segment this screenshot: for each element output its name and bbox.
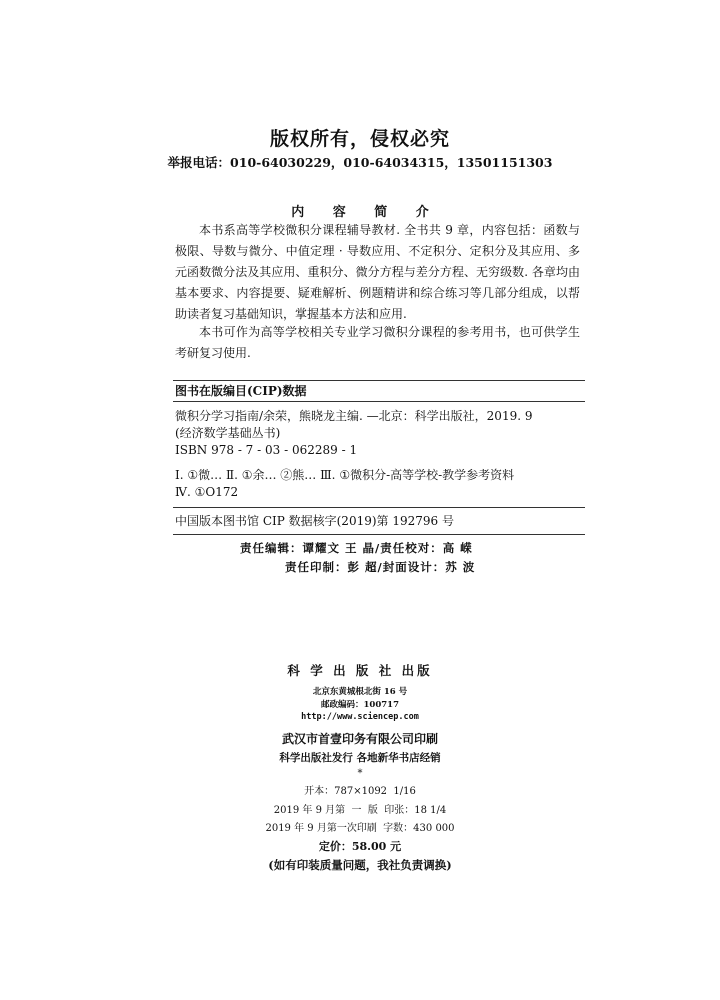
- cip-classification-line-1: Ⅰ. ①微… Ⅱ. ①余… ②熊… Ⅲ. ①微积分-高等学校-教学参考资料: [175, 468, 515, 482]
- editor-credits: 责任编辑：谭耀文 王 晶/责任校对：高 嵘: [240, 541, 473, 555]
- printing-line: 2019 年 9 月第一次印刷 字数：430 000: [265, 823, 455, 834]
- printer-line: 武汉市首壹印务有限公司印刷: [281, 732, 438, 746]
- cip-title-line: 微积分学习指南/余荣，熊晓龙主编. —北京：科学出版社，2019. 9: [175, 409, 533, 423]
- cip-heading: 图书在版编目(CIP)数据: [175, 384, 307, 398]
- copyright-notice: 版权所有，侵权必究: [269, 128, 450, 150]
- cip-check-number: 中国版本图书馆 CIP 数据核字(2019)第 192796 号: [175, 514, 454, 528]
- cip-isbn-line: ISBN 978 - 7 - 03 - 062289 - 1: [175, 443, 358, 457]
- publisher-url: http://www.sciencep.com: [301, 712, 419, 722]
- cip-series-line: (经济数学基础丛书): [175, 426, 281, 440]
- publisher-name: 科 学 出 版 社 出版: [287, 663, 433, 678]
- separator-star: *: [357, 768, 363, 779]
- distributor-line: 科学出版社发行 各地新华书店经销: [279, 752, 441, 764]
- summary-paragraph-1: 本书系高等学校微积分课程辅导教材. 全书共 9 章，内容包括：函数与极限、导数与微分、中值定理 · 导数应用、不定积分、定积分及其应用、多元函数微分法及其应用、重积分、微分方程与差分方程、无穷级数. 各章均由基本要求、内容提要、疑难解析、例题精讲和综合练习等几部分组成，以帮助读者复习基础知识，掌握基本方法和应用.: [175, 223, 580, 321]
- report-phone-line: 举报电话：010-64030229，010-64034315，13501151303: [167, 155, 553, 170]
- format-spec-line: 开本：787×1092 1/16: [304, 786, 416, 797]
- print-credits: 责任印制：彭 超/封面设计：苏 波: [285, 560, 476, 574]
- cip-bottom-rule: [173, 534, 585, 535]
- cip-classification-line-2: Ⅳ. ①O172: [175, 485, 239, 499]
- quality-note: (如有印装质量问题，我社负责调换): [268, 858, 452, 872]
- publisher-address: 北京东黄城根北街 16 号: [312, 687, 408, 697]
- summary-title: 内 容 简 介: [291, 205, 441, 220]
- price-line: 定价：58.00 元: [318, 840, 402, 853]
- cip-data-block: [173, 380, 585, 535]
- publisher-zip: 邮政编码：100717: [321, 700, 399, 710]
- summary-paragraph-2: 本书可作为高等学校相关专业学习微积分课程的参考用书，也可供学生考研复习使用.: [175, 325, 580, 360]
- edition-line: 2019 年 9 月第 一 版 印张：18 1/4: [273, 805, 447, 816]
